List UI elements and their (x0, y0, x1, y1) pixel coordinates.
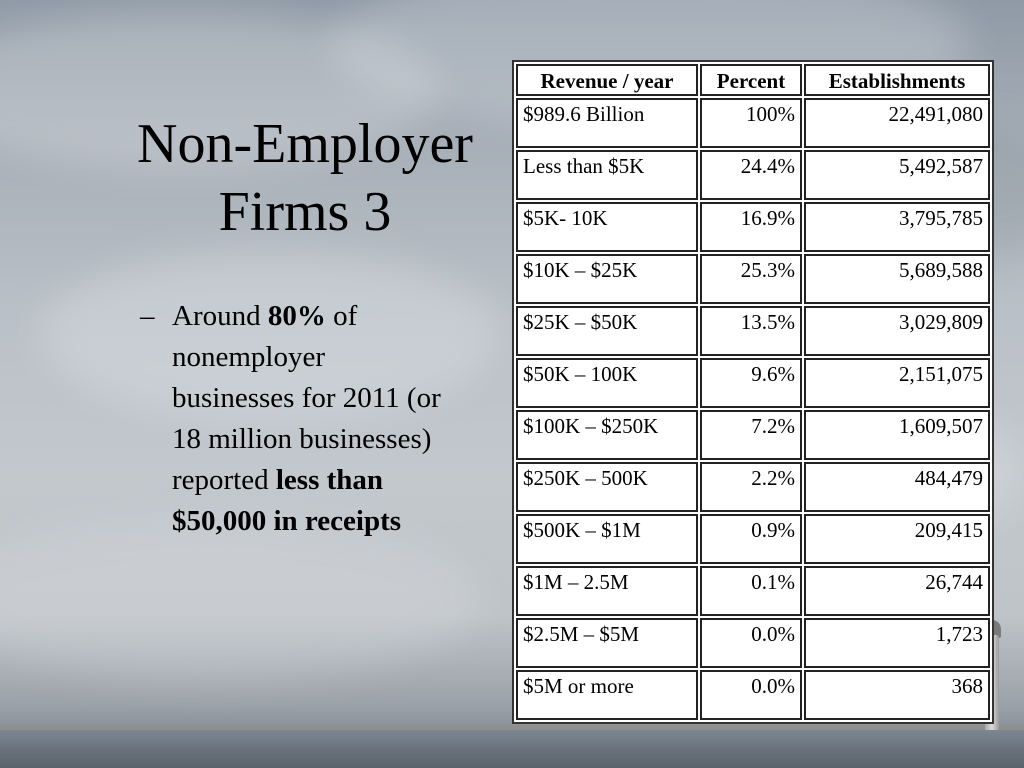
cell-revenue: $5M or more (516, 670, 698, 720)
cell-establishments: 484,479 (804, 462, 990, 512)
table-row (516, 254, 990, 304)
cell-establishments: 2,151,075 (804, 358, 990, 408)
cell-percent: 24.4% (700, 150, 802, 200)
table-row (516, 202, 990, 252)
table-row (516, 462, 990, 512)
bullet-text-1: Around (172, 300, 268, 332)
cell-revenue: $500K – $1M (516, 514, 698, 564)
cell-revenue: Less than $5K (516, 150, 698, 200)
table-row (516, 98, 990, 148)
cell-establishments: 26,744 (804, 566, 990, 616)
cell-establishments: 1,723 (804, 618, 990, 668)
revenue-table (512, 60, 994, 724)
cell-revenue: $5K- 10K (516, 202, 698, 252)
bullet-dash: – (140, 300, 155, 332)
cell-percent: 25.3% (700, 254, 802, 304)
bullet-bold-1: 80% (267, 300, 326, 332)
cell-establishments: 209,415 (804, 514, 990, 564)
sea (0, 730, 1024, 768)
title-line-2: Firms 3 (218, 181, 392, 243)
bullet-bold-2: less than $50,000 in receipts (172, 464, 402, 537)
cell-revenue: $100K – $250K (516, 410, 698, 460)
cell-percent: 0.1% (700, 566, 802, 616)
cell-revenue: $10K – $25K (516, 254, 698, 304)
cell-revenue: $989.6 Billion (516, 98, 698, 148)
table-row (516, 670, 990, 720)
cell-revenue: $2.5M – $5M (516, 618, 698, 668)
cell-establishments: 5,492,587 (804, 150, 990, 200)
cell-establishments: 1,609,507 (804, 410, 990, 460)
header-revenue: Revenue / year (516, 64, 698, 96)
cell-revenue: $1M – 2.5M (516, 566, 698, 616)
cell-percent: 7.2% (700, 410, 802, 460)
title-line-1: Non-Employer (137, 113, 473, 175)
header-percent: Percent (700, 64, 802, 96)
table-row (516, 150, 990, 200)
cell-percent: 9.6% (700, 358, 802, 408)
table-row (516, 410, 990, 460)
cell-establishments: 5,689,588 (804, 254, 990, 304)
cell-revenue: $50K – 100K (516, 358, 698, 408)
table-row (516, 358, 990, 408)
bullet-text (172, 296, 442, 542)
cell-revenue: $25K – $50K (516, 306, 698, 356)
table-row (516, 306, 990, 356)
slide-title (95, 110, 515, 246)
cell-percent: 0.0% (700, 670, 802, 720)
cell-establishments: 368 (804, 670, 990, 720)
cell-establishments: 3,029,809 (804, 306, 990, 356)
cell-revenue: $250K – 500K (516, 462, 698, 512)
table-row (516, 566, 990, 616)
cell-percent: 2.2% (700, 462, 802, 512)
cell-percent: 100% (700, 98, 802, 148)
bullet-text-2: of nonemployer businesses for 2011 (or 18 million businesses) reported (172, 300, 441, 496)
cell-establishments: 3,795,785 (804, 202, 990, 252)
cell-percent: 0.0% (700, 618, 802, 668)
cell-establishments: 22,491,080 (804, 98, 990, 148)
cell-percent: 13.5% (700, 306, 802, 356)
table-row (516, 514, 990, 564)
table-header-row (516, 64, 990, 96)
bullet-list (140, 296, 460, 542)
table-row (516, 618, 990, 668)
header-establishments: Establishments (804, 64, 990, 96)
cell-percent: 0.9% (700, 514, 802, 564)
cell-percent: 16.9% (700, 202, 802, 252)
